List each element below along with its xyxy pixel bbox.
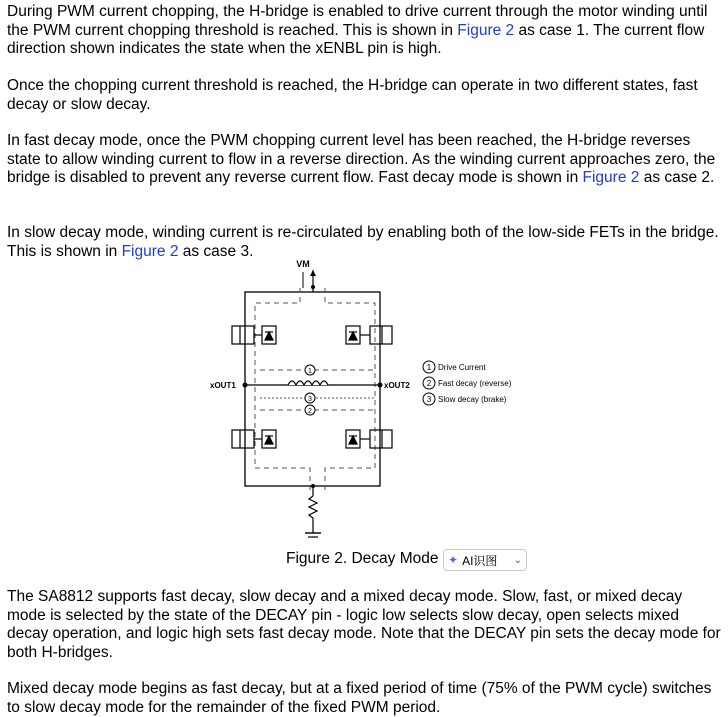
svg-text:2: 2 <box>426 379 432 388</box>
ai-button-label: AI识图 <box>462 553 498 568</box>
bridge-frame <box>245 292 380 486</box>
svg-text:Drive Current: Drive Current <box>438 363 486 372</box>
svg-text:Fast decay (reverse): Fast decay (reverse) <box>438 379 512 388</box>
paragraph-slow-decay: In slow decay mode, winding current is re-circulated by enabling both of the low-side FETs in the bridge. This is shown in Figure 2 as case 3. <box>7 224 719 260</box>
sparkle-icon: ✦ <box>448 553 459 567</box>
ai-image-recognition-button[interactable] <box>443 549 527 571</box>
low-side-fet-right <box>346 430 392 448</box>
sense-resistor <box>309 496 317 518</box>
svg-text:3: 3 <box>426 395 432 404</box>
svg-text:1: 1 <box>308 368 312 375</box>
svg-text:1: 1 <box>426 363 432 372</box>
high-side-fet-left <box>232 326 276 344</box>
paragraph-sa8812-modes: The SA8812 supports fast decay, slow decay and a mixed decay mode. Slow, fast, or mixed decay mode is selected by the state of the DECAY pin - logic low selects slow decay, open selects mixed decay operation, and logic high sets fast decay mode. Note that the DECAY pin sets the decay mode for both H-bridges. <box>7 588 721 661</box>
paragraph-pwm-chopping: During PWM current chopping, the H-bridge is enabled to drive current through the motor winding until the PWM current chopping threshold is reached. This is shown in Figure 2 as case 1. The current flow direction shown indicates the state when the xENBL pin is high. <box>7 3 708 57</box>
legend <box>423 361 512 405</box>
paragraph-decay-states: Once the chopping current threshold is reached, the H-bridge can operate in two different states, fast decay or slow decay. <box>7 77 698 113</box>
figure-caption-row <box>0 548 728 570</box>
figure-caption: Figure 2. Decay Mode <box>286 550 439 567</box>
vm-label: VM <box>296 259 310 269</box>
chevron-down-icon: ⌄ <box>513 554 522 566</box>
low-side-fet-left <box>232 430 276 448</box>
paragraph-mixed-decay: Mixed decay mode begins as fast decay, but at a fixed period of time (75% of the PWM cycle) switches to slow decay mode for the remainder of the fixed PWM period. <box>7 680 712 716</box>
vm-arrow-icon <box>310 270 316 276</box>
decay-mode-diagram <box>200 258 530 548</box>
figure-2-link[interactable]: Figure 2 <box>121 242 179 260</box>
high-side-fet-right <box>346 326 392 344</box>
xout1-label: xOUT1 <box>210 381 236 390</box>
figure-2-link[interactable]: Figure 2 <box>582 169 640 186</box>
paragraph-fast-decay: In fast decay mode, once the PWM chopping current level has been reached, the H-bridge reverses state to allow winding current to flow in a reverse direction. As the winding current approaches zero, the bridge is disabled to prevent any reverse current flow. Fast decay mode is shown in Figure 2 as case 2. <box>7 132 716 186</box>
motor-winding <box>288 381 328 385</box>
svg-text:2: 2 <box>308 408 312 415</box>
svg-text:3: 3 <box>308 396 312 403</box>
figure-2-link[interactable]: Figure 2 <box>457 21 515 39</box>
xout2-label: xOUT2 <box>384 381 410 390</box>
svg-text:Slow decay (brake): Slow decay (brake) <box>438 395 507 404</box>
